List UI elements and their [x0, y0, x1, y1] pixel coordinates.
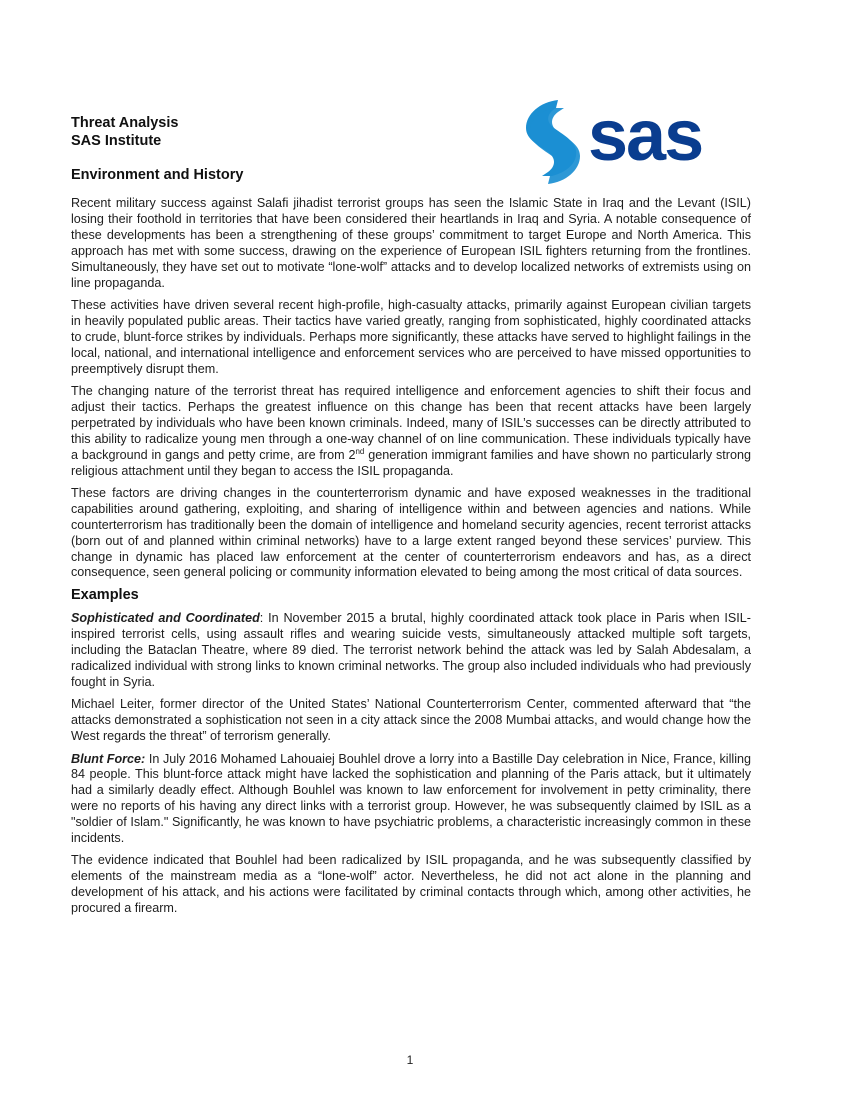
paragraph: Sophisticated and Coordinated: In November 2015 a brutal, highly coordinated attack took place in Paris when ISIL-inspired terrorist cells, using assault rifles and wearing suicide vests, simultaneously attacked multiple soft targets, including the Bataclan Theatre, where 89 died. The terrorist network behind the attack was led by Salah Abdesalam, a radicalized individual with strong links to known criminal networks. The group also included individuals who had previously fought in Syria.	[71, 611, 752, 689]
paragraph: Recent military success against Salafi jihadist terrorist groups has seen the Islamic State in Iraq and the Levant (ISIL) losing their foothold in territories that have been considered their heartlands in Iraq and Syria. A notable consequence of these developments has been a strengthening of these groups’ commitment to target Europe and North America. This approach has met with some success, drawing on the experience of European ISIL fighters returning from the frontlines. Simultaneously, they have set out to motivate “lone-wolf” attacks and to develop localized networks of extremists using on line propaganda.	[71, 196, 751, 290]
sas-logo-text: sas	[588, 96, 703, 176]
section-heading-environment: Environment and History	[71, 167, 244, 183]
example-lead-sophisticated: Sophisticated and Coordinated	[71, 611, 260, 626]
sas-logo	[518, 96, 738, 188]
document-body	[71, 196, 751, 924]
page-number: 1	[406, 1053, 414, 1067]
paragraph: The changing nature of the terrorist threat has required intelligence and enforcement agencies to shift their focus and adjust their tactics. Perhaps the greatest influence on this change has been that recent attacks have been largely perpetrated by individuals who have been known criminals. Indeed, many of ISIL’s successes can be directly attributed to this ability to radicalize young men through a one-way channel of on line communication. These individuals typically have a background in gangs and petty crime, are from 2nd generation immigrant families and have shown no particularly strong religious attachment until they began to access the ISIL propaganda.	[71, 383, 751, 478]
section-heading-examples: Examples	[71, 587, 139, 604]
document-header	[71, 114, 431, 150]
paragraph: Michael Leiter, former director of the United States’ National Counterterrorism Center, commented afterward that “the attacks demonstrated a sophistication not seen in a city attack since the 2008 Mumbai attacks, and would change how the West regards the threat” of terrorism generally.	[71, 697, 751, 744]
sas-swirl-icon	[518, 96, 586, 188]
paragraph: Blunt Force: In July 2016 Mohamed Lahouaiej Bouhlel drove a lorry into a Bastille Day celebration in Nice, France, killing 84 people. This blunt-force attack might have lacked the sophistication and planning of the Paris attack, but it ultimately had a similarly deadly effect. Although Bouhlel was known to law enforcement for involvement in petty criminality, there were no reports of his having any direct links with a terrorist group. However, he was subsequently claimed by ISIL as a "soldier of Islam." Significantly, he was known to have psychiatric problems, a characteristic increasingly common in these incidents.	[71, 751, 752, 846]
paragraph: The evidence indicated that Bouhlel had been radicalized by ISIL propaganda, and he was subsequently classified by elements of the mainstream media as a “lone-wolf” actor. Nevertheless, he did not act alone in the planning and development of his attack, and his actions were facilitated by criminal contacts through which, among other activities, he procured a firearm.	[71, 853, 751, 916]
organization-name: SAS Institute	[71, 133, 162, 149]
paragraph: These factors are driving changes in the counterterrorism dynamic and have exposed weaknesses in the traditional capabilities around gathering, exploiting, and sharing of intelligence within and between agencies and nations. While counterterrorism has traditionally been the domain of intelligence and homeland security agencies, recent terrorist attacks (born out of and planned within criminal networks) have to a large extent ranged beyond these services’ purview. This change in dynamic has placed law enforcement at the center of counterterrorism endeavors and has, as a direct consequence, seen general policing or community information elevated to being among the most critical of data sources.	[71, 485, 751, 580]
ordinal-superscript: nd	[355, 446, 365, 456]
example-lead-blunt-force: Blunt Force:	[71, 751, 146, 766]
paragraph: These activities have driven several recent high-profile, high-casualty attacks, primarily against European civilian targets in heavily populated public areas. Their tactics have varied greatly, ranging from sophisticated, highly coordinated attacks to crude, blunt-force strikes by individuals. Perhaps more significantly, these attacks have served to highlight failings in the local, national, and international intelligence and enforcement services who are perceived to have missed opportunities to preemptively disrupt them.	[71, 297, 751, 376]
document-title: Threat Analysis	[71, 115, 179, 131]
